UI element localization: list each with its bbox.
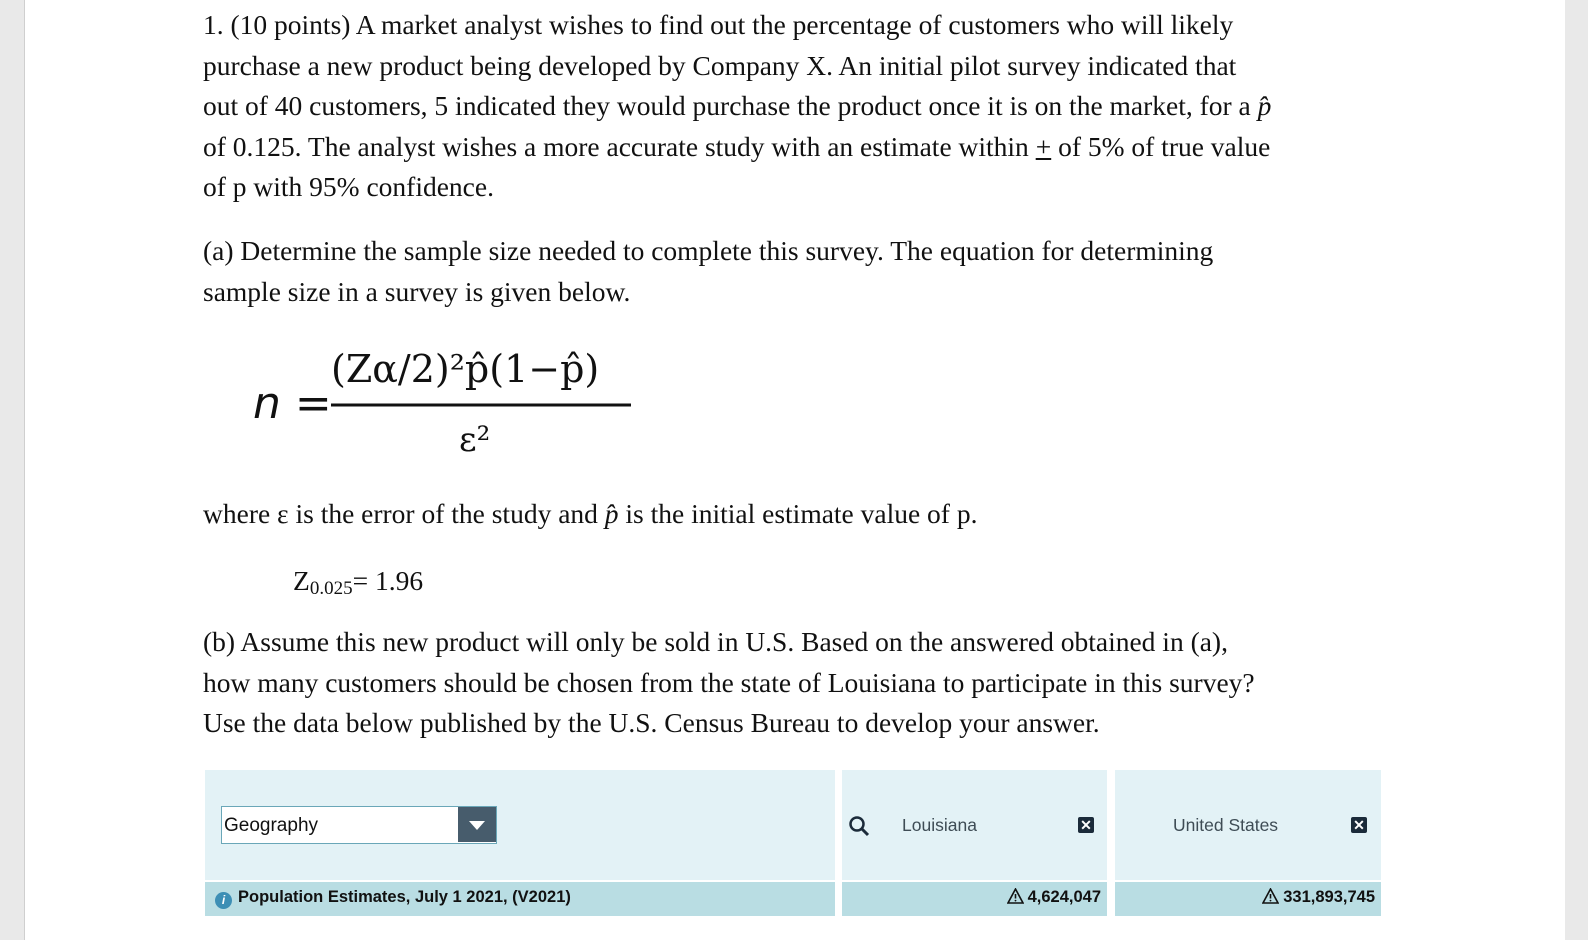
- close-icon[interactable]: ✕: [1078, 817, 1094, 833]
- formula-lhs: n =: [253, 378, 332, 429]
- louisiana-population-value: 4,624,047: [1007, 888, 1101, 907]
- p-hat-symbol: p̂: [1257, 90, 1272, 121]
- us-column-label: United States: [1173, 815, 1279, 835]
- part-a-text: [203, 231, 1403, 312]
- warning-icon: [1262, 888, 1279, 904]
- z-value-line: $Z_{0.025}= 1.96$: [293, 565, 424, 599]
- part-b-line-3: Use the data below published by the U.S. Census Bureau to develop your answer.: [203, 707, 1100, 738]
- part-b-text: [203, 622, 1403, 744]
- louisiana-header-cell: [842, 770, 1107, 880]
- close-icon[interactable]: ✕: [1351, 817, 1367, 833]
- us-value-cell: [1115, 882, 1381, 916]
- geography-select[interactable]: [221, 806, 497, 844]
- sample-size-formula: [213, 335, 633, 465]
- intro-line-5: of p with 95% confidence.: [203, 171, 494, 202]
- louisiana-value-cell: [842, 882, 1107, 916]
- part-b-line-2: how many customers should be chosen from the state of Louisiana to participate in this survey?: [203, 666, 1255, 698]
- intro-line-2: purchase a new product being developed by Company X. An initial pilot survey indicated that: [203, 49, 1237, 81]
- warning-icon: [1007, 888, 1024, 904]
- table-row-label-cell: [205, 882, 835, 916]
- p-hat-symbol: p̂: [604, 498, 619, 529]
- us-header-cell: [1115, 770, 1381, 880]
- formula-numerator: (Zα/2)²p̂(1−p̂): [331, 347, 600, 391]
- chevron-down-icon[interactable]: [458, 807, 496, 842]
- part-b-line-1: (b) Assume this new product will only be sold in U.S. Based on the answered obtained in (a),: [203, 626, 1228, 657]
- geography-header-cell: [205, 770, 835, 880]
- intro-line-4: of 0.125. The analyst wishes a more accurate study with an estimate within + of 5% of true value: [203, 130, 1271, 162]
- info-icon[interactable]: i: [215, 892, 232, 909]
- louisiana-column-label: Louisiana: [902, 815, 977, 835]
- row-label: i Population Estimates, July 1 2021, (V2021): [215, 888, 571, 909]
- plus-minus-symbol: +: [1035, 130, 1052, 162]
- where-explanation: where ε is the error of the study and p̂ is the initial estimate value of p.: [203, 498, 978, 529]
- census-table: [205, 770, 1381, 916]
- formula-denominator: ε²: [459, 420, 491, 460]
- intro-line-3: out of 40 customers, 5 indicated they would purchase the product once it is on the market, for a p̂: [203, 90, 1272, 121]
- search-icon[interactable]: [848, 815, 870, 837]
- part-a-line-1: (a) Determine the sample size needed to complete this survey. The equation for determining: [203, 235, 1214, 266]
- part-a-line-2: sample size in a survey is given below.: [203, 275, 631, 307]
- question-intro: [203, 5, 1403, 208]
- intro-line-1: 1. (10 points) A market analyst wishes to find out the percentage of customers who will likely: [203, 9, 1234, 40]
- geography-select-label: Geography: [224, 815, 319, 836]
- document-page: [24, 0, 1565, 940]
- us-population-value: 331,893,745: [1262, 888, 1375, 907]
